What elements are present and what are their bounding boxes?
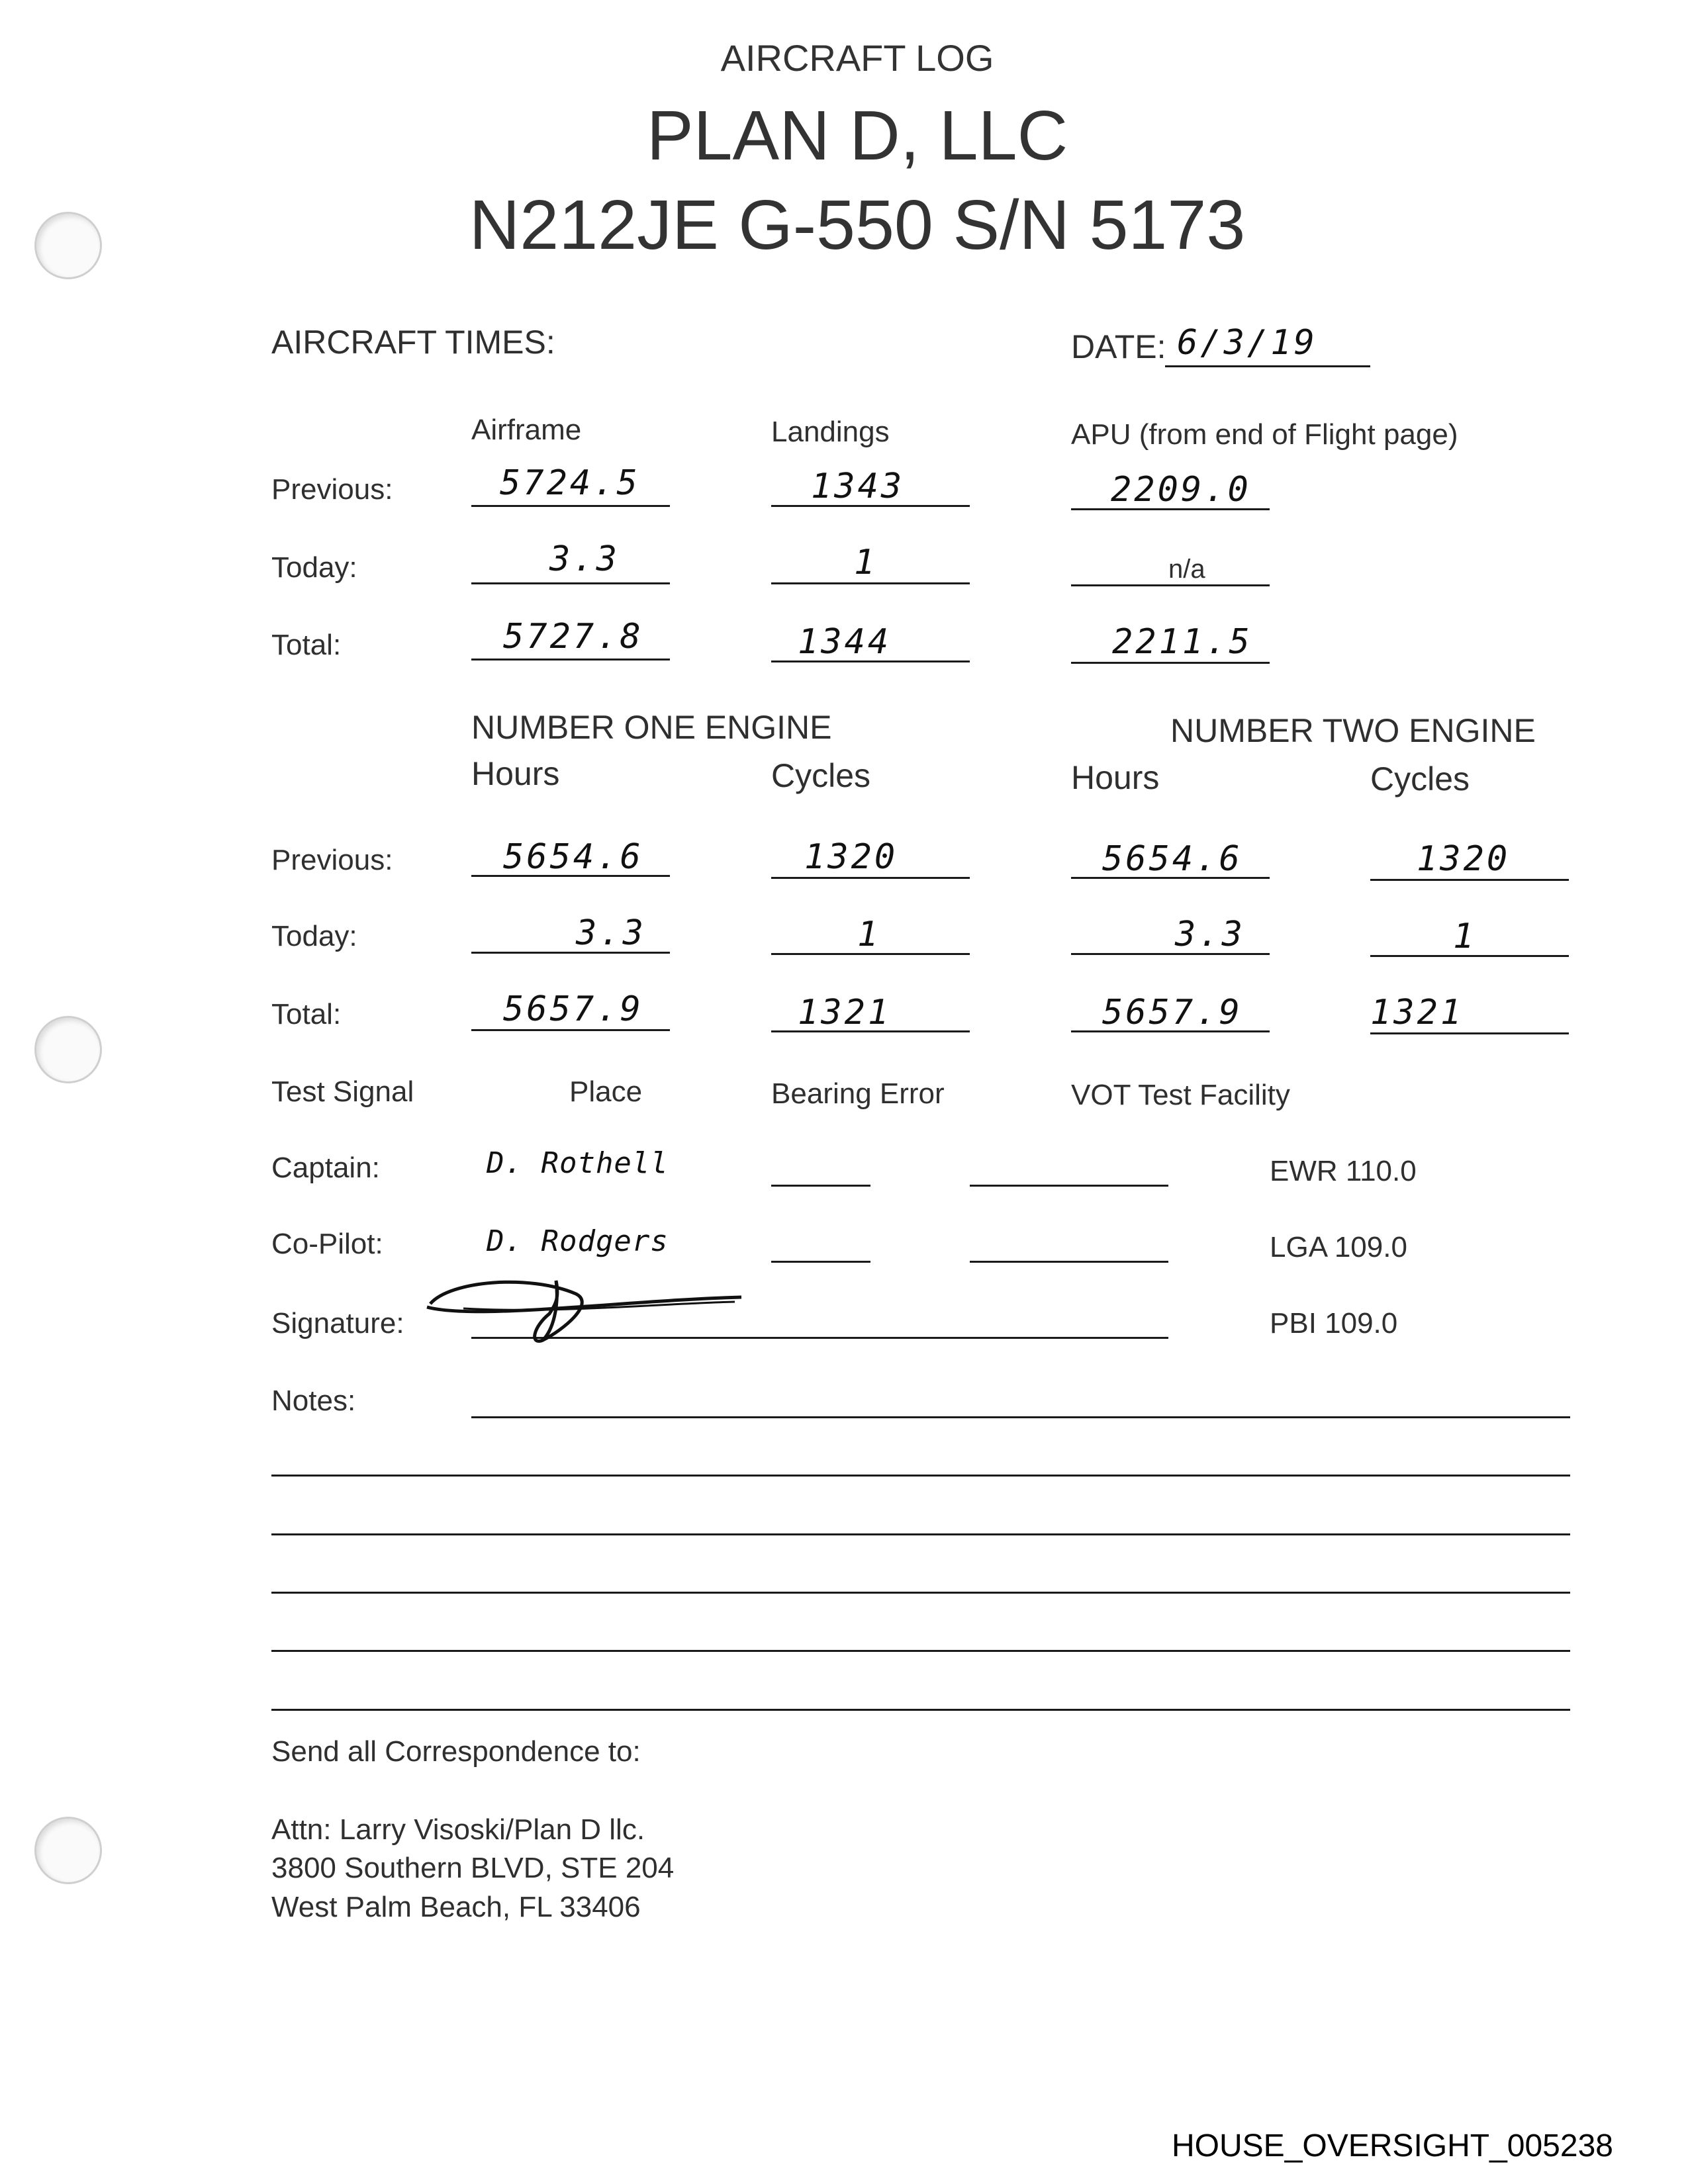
airframe-today-line — [471, 582, 670, 584]
col-airframe: Airframe — [471, 414, 582, 446]
eng1-hours-today-line — [471, 952, 670, 954]
copilot-label: Co-Pilot: — [271, 1228, 383, 1260]
col-bearing-error: Bearing Error — [771, 1077, 945, 1110]
apu-total: 2211.5 — [1112, 622, 1252, 662]
correspondence-attn: Attn: Larry Visoski/Plan D llc. — [271, 1813, 645, 1846]
notes-line-5 — [271, 1650, 1570, 1652]
times-row-today: Today: — [271, 551, 357, 584]
eng2-cycles-total-line — [1370, 1032, 1569, 1034]
copilot-facility-line — [970, 1261, 1168, 1263]
captain-bearing-line — [771, 1185, 870, 1187]
landings-previous-line — [771, 505, 970, 507]
eng2-hours-today: 3.3 — [1175, 915, 1245, 954]
landings-total-line — [771, 660, 970, 662]
airframe-previous: 5724.5 — [500, 463, 640, 503]
col-vot-facility: VOT Test Facility — [1071, 1079, 1290, 1111]
col-place: Place — [569, 1075, 643, 1108]
correspondence-street: 3800 Southern BLVD, STE 204 — [271, 1852, 675, 1884]
eng1-hours-total: 5657.9 — [503, 989, 643, 1029]
airframe-total-line — [471, 659, 670, 660]
eng2-hours-previous: 5654.6 — [1102, 839, 1243, 879]
times-row-previous: Previous: — [271, 473, 393, 506]
eng2-hours-previous-line — [1071, 877, 1270, 879]
airframe-previous-line — [471, 505, 670, 507]
eng2-hours-total-line — [1071, 1030, 1270, 1032]
eng1-hours-today: 3.3 — [576, 913, 646, 953]
notes-label: Notes: — [271, 1385, 356, 1417]
eng2-cycles-total: 1321 — [1370, 993, 1464, 1032]
eng2-cycles-previous-line — [1370, 879, 1569, 881]
col-test-signal: Test Signal — [271, 1075, 414, 1108]
eng1-cycles-today: 1 — [857, 915, 881, 954]
date-label: DATE: — [1071, 328, 1166, 365]
document-id: HOUSE_OVERSIGHT_005238 — [1172, 2128, 1613, 2163]
binder-hole-bottom — [34, 1817, 102, 1884]
eng1-cycles-total: 1321 — [798, 993, 892, 1032]
engine-one-cycles-label: Cycles — [771, 757, 871, 794]
landings-today: 1 — [854, 543, 878, 582]
eng2-cycles-previous: 1320 — [1417, 839, 1511, 879]
eng1-hours-total-line — [471, 1029, 670, 1031]
correspondence-label: Send all Correspondence to: — [271, 1735, 641, 1768]
apu-today: n/a — [1168, 555, 1205, 584]
date-value: 6/3/19 — [1177, 323, 1317, 363]
engine-two-hours-label: Hours — [1071, 759, 1160, 796]
vot-facility-1: EWR 110.0 — [1270, 1155, 1417, 1187]
landings-previous: 1343 — [811, 467, 905, 506]
engine-one-hours-label: Hours — [471, 755, 560, 792]
airframe-total: 5727.8 — [503, 617, 643, 657]
apu-today-line — [1071, 584, 1270, 586]
eng1-cycles-total-line — [771, 1030, 970, 1032]
engine-row-total: Total: — [271, 998, 342, 1030]
notes-line-4 — [271, 1592, 1570, 1594]
eng1-cycles-today-line — [771, 953, 970, 955]
apu-previous-line — [1071, 508, 1270, 510]
apu-previous: 2209.0 — [1111, 470, 1251, 510]
eng1-cycles-previous-line — [771, 877, 970, 879]
notes-line-1 — [471, 1416, 1570, 1418]
signature-label: Signature: — [271, 1307, 404, 1340]
vot-facility-3: PBI 109.0 — [1270, 1307, 1398, 1340]
notes-line-6 — [271, 1709, 1570, 1711]
vot-facility-2: LGA 109.0 — [1270, 1231, 1407, 1263]
captain-name: D. Rothell — [487, 1146, 669, 1180]
notes-line-2 — [271, 1475, 1570, 1477]
binder-hole-middle — [34, 1016, 102, 1083]
engine-row-today: Today: — [271, 920, 357, 952]
captain-label: Captain: — [271, 1152, 380, 1184]
copilot-bearing-line — [771, 1261, 870, 1263]
notes-line-3 — [271, 1533, 1570, 1535]
signature-scribble — [424, 1267, 748, 1353]
log-title: AIRCRAFT LOG — [720, 37, 994, 79]
aircraft-times-heading: AIRCRAFT TIMES: — [271, 324, 555, 361]
captain-facility-line — [970, 1185, 1168, 1187]
copilot-name: D. Rodgers — [487, 1224, 669, 1258]
engine-two-heading: NUMBER TWO ENGINE — [1170, 712, 1536, 749]
eng2-cycles-today-line — [1370, 955, 1569, 957]
landings-today-line — [771, 582, 970, 584]
company-name: PLAN D, LLC — [646, 97, 1068, 175]
airframe-today: 3.3 — [549, 539, 620, 579]
aircraft-id: N212JE G-550 S/N 5173 — [469, 186, 1246, 264]
times-row-total: Total: — [271, 629, 342, 661]
eng2-hours-today-line — [1071, 953, 1270, 955]
engine-row-previous: Previous: — [271, 844, 393, 876]
engine-one-heading: NUMBER ONE ENGINE — [471, 709, 832, 746]
col-landings: Landings — [771, 416, 890, 448]
eng1-hours-previous-line — [471, 875, 670, 877]
date-underline — [1165, 365, 1370, 367]
apu-total-line — [1071, 662, 1270, 664]
eng2-hours-total: 5657.9 — [1102, 993, 1243, 1032]
eng1-hours-previous: 5654.6 — [503, 837, 643, 877]
eng2-cycles-today: 1 — [1453, 917, 1477, 956]
eng1-cycles-previous: 1320 — [804, 837, 898, 877]
engine-two-cycles-label: Cycles — [1370, 760, 1470, 797]
col-apu: APU (from end of Flight page) — [1071, 418, 1458, 451]
correspondence-city: West Palm Beach, FL 33406 — [271, 1891, 641, 1923]
landings-total: 1344 — [798, 622, 892, 662]
